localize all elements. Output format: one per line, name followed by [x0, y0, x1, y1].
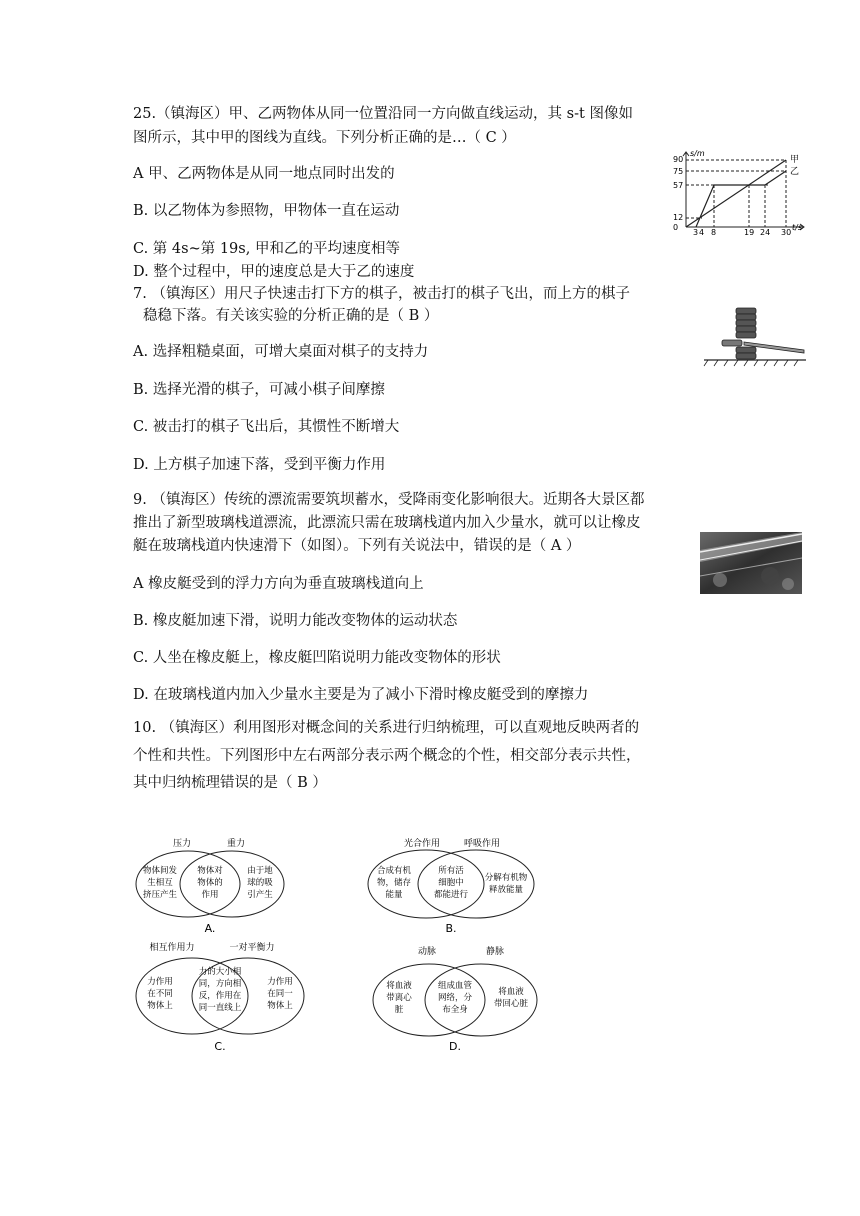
- venn-b-title-right: 呼吸作用: [463, 839, 501, 849]
- venn-d-left-3: 脏: [394, 1005, 404, 1015]
- q9-stem-line2: 推出了新型玻璃栈道漂流，此漂流只需在玻璃栈道内加入少量水，就可以让橡皮: [133, 515, 641, 531]
- venn-d-mid-2: 网络，分: [437, 993, 473, 1003]
- venn-d-title-right: 静脉: [485, 947, 505, 957]
- venn-d-caption: D.: [449, 1040, 461, 1053]
- venn-diagram-d: [365, 940, 545, 1056]
- q7-option-c: C. 被击打的棋子飞出后，其惯性不断增大: [133, 419, 400, 435]
- venn-a-left-2: 生相互: [147, 878, 173, 888]
- line-jia: [686, 160, 786, 227]
- venn-c-mid-2: 同，方向相: [198, 979, 242, 989]
- x-tick-19: 19: [744, 228, 755, 236]
- y-unit: s/m: [690, 149, 705, 158]
- glass-slide-photo: [700, 532, 802, 594]
- venn-diagram-b: [360, 832, 540, 942]
- venn-c-right-2: 在同一: [267, 989, 293, 999]
- venn-d-left-1: 将血液: [386, 981, 412, 991]
- venn-c-title-right: 一对平衡力: [229, 943, 275, 953]
- venn-c-mid-1: 力的大小相: [198, 967, 242, 977]
- venn-d-title-left: 动脉: [417, 947, 437, 957]
- venn-c-right-1: 力作用: [267, 977, 293, 987]
- venn-b-mid-2: 细胞中: [438, 878, 464, 888]
- y-tick-12: 12: [673, 213, 684, 222]
- x-tick-8: 8: [711, 228, 717, 236]
- q7-option-d: D. 上方棋子加速下落，受到平衡力作用: [133, 457, 386, 473]
- venn-a-right-2: 球的吸: [247, 878, 273, 888]
- venn-c-left-3: 物体上: [147, 1001, 173, 1011]
- venn-d-mid-3: 布全身: [442, 1005, 468, 1015]
- q9-option-d: D. 在玻璃栈道内加入少量水主要是为了减小下滑时橡皮艇受到的摩擦力: [133, 687, 589, 703]
- q10-stem-line1: 10. （镇海区）利用图形对概念间的关系进行归纳梳理，可以直观地反映两者的: [133, 720, 640, 736]
- venn-a-left-1: 物体间发: [142, 866, 178, 876]
- venn-diagram-a: [130, 832, 290, 942]
- venn-c-left-2: 在不同: [147, 989, 173, 999]
- venn-b-right-circle: [418, 850, 534, 918]
- venn-diagram-c: [130, 936, 310, 1056]
- q25-option-a: A 甲、乙两物体是从同一地点同时出发的: [133, 166, 395, 182]
- venn-a-title-left: 压力: [172, 839, 192, 849]
- venn-d-mid-1: 组成血管: [437, 981, 473, 991]
- venn-b-mid-1: 所有活: [438, 866, 464, 876]
- st-graph: [670, 148, 810, 236]
- q9-stem-line1: 9. （镇海区）传统的漂流需要筑坝蓄水，受降雨变化影响很大。近期各大景区都: [133, 492, 645, 508]
- q9-option-c: C. 人坐在橡皮艇上，橡皮艇凹陷说明力能改变物体的形状: [133, 650, 501, 666]
- venn-b-left-1: 合成有机: [376, 866, 412, 876]
- label-yi: 乙: [790, 167, 800, 177]
- venn-b-right-2: 释放能量: [488, 885, 524, 895]
- q9-option-b: B. 橡皮艇加速下滑，说明力能改变物体的运动状态: [133, 613, 458, 629]
- x-unit: t/s: [792, 223, 802, 232]
- venn-c-caption: C.: [214, 1040, 226, 1053]
- venn-b-left-3: 能量: [385, 890, 403, 900]
- q7-option-a: A. 选择粗糙桌面，可增大桌面对棋子的支持力: [133, 344, 429, 360]
- venn-d-left-2: 带离心: [386, 993, 412, 1003]
- venn-a-title-right: 重力: [226, 839, 246, 849]
- y-tick-90: 90: [673, 155, 684, 164]
- x-tick-4: 4: [699, 228, 705, 236]
- venn-d-right-1: 将血液: [498, 987, 524, 997]
- q7-option-b: B. 选择光滑的棋子，可减小棋子间摩擦: [133, 382, 385, 398]
- label-jia: 甲: [790, 155, 800, 165]
- venn-a-caption: A.: [204, 922, 216, 935]
- venn-a-mid-3: 作用: [201, 890, 219, 900]
- x-tick-3: 3: [693, 228, 699, 236]
- q10-stem-line3: 其中归纳梳理错误的是（ B ）: [133, 775, 327, 791]
- venn-c-mid-3: 反，作用在: [198, 991, 242, 1001]
- venn-b-caption: B.: [445, 922, 457, 935]
- venn-a-mid-1: 物体对: [197, 866, 223, 876]
- y-tick-75: 75: [673, 167, 684, 176]
- venn-c-title-left: 相互作用力: [149, 943, 195, 953]
- x-tick-30: 30: [781, 228, 792, 236]
- venn-a-right-3: 引产生: [247, 890, 273, 900]
- q25-option-b: B. 以乙物体为参照物，甲物体一直在运动: [133, 203, 400, 219]
- venn-b-right-1: 分解有机物: [484, 873, 528, 883]
- venn-c-right-3: 物体上: [267, 1001, 293, 1011]
- venn-c-mid-4: 同一直线上: [198, 1003, 242, 1013]
- y-tick-57: 57: [673, 181, 684, 190]
- chess-pieces-figure: [700, 300, 810, 370]
- x-tick-24: 24: [760, 228, 771, 236]
- q10-stem-line2: 个性和共性。下列图形中左右两部分表示两个概念的个性，相交部分表示共性，: [133, 748, 641, 764]
- origin-label: 0: [673, 223, 679, 232]
- q9-option-a: A 橡皮艇受到的浮力方向为垂直玻璃栈道向上: [133, 576, 424, 592]
- q25-option-c: C. 第 4s~第 19s, 甲和乙的平均速度相等: [133, 241, 400, 257]
- q7-stem-line2: 稳稳下落。有关该实验的分析正确的是（ B ）: [143, 308, 439, 324]
- q25-stem-line1: 25.（镇海区）甲、乙两物体从同一位置沿同一方向做直线运动，其 s-t 图像如: [133, 106, 633, 122]
- venn-d-right-2: 带回心脏: [493, 999, 529, 1009]
- venn-b-mid-3: 都能进行: [433, 890, 469, 900]
- venn-a-left-3: 挤压产生: [142, 890, 178, 900]
- q9-stem-line3: 艇在玻璃栈道内快速滑下（如图）。下列有关说法中，错误的是（ A ）: [133, 538, 581, 554]
- venn-c-left-1: 力作用: [147, 977, 173, 987]
- q7-stem-line1: 7. （镇海区）用尺子快速击打下方的棋子，被击打的棋子飞出，而上方的棋子: [133, 286, 630, 302]
- venn-a-mid-2: 物体的: [197, 878, 223, 888]
- venn-b-title-left: 光合作用: [403, 839, 441, 849]
- struck-piece: [722, 340, 742, 346]
- venn-b-left-2: 物，储存: [376, 878, 412, 888]
- line-yi: [696, 171, 786, 227]
- q25-option-d: D. 整个过程中，甲的速度总是大于乙的速度: [133, 264, 415, 280]
- q25-stem-line2: 图所示，其中甲的图线为直线。下列分析正确的是…（ C ）: [133, 130, 516, 146]
- venn-a-right-1: 由于地: [247, 866, 273, 876]
